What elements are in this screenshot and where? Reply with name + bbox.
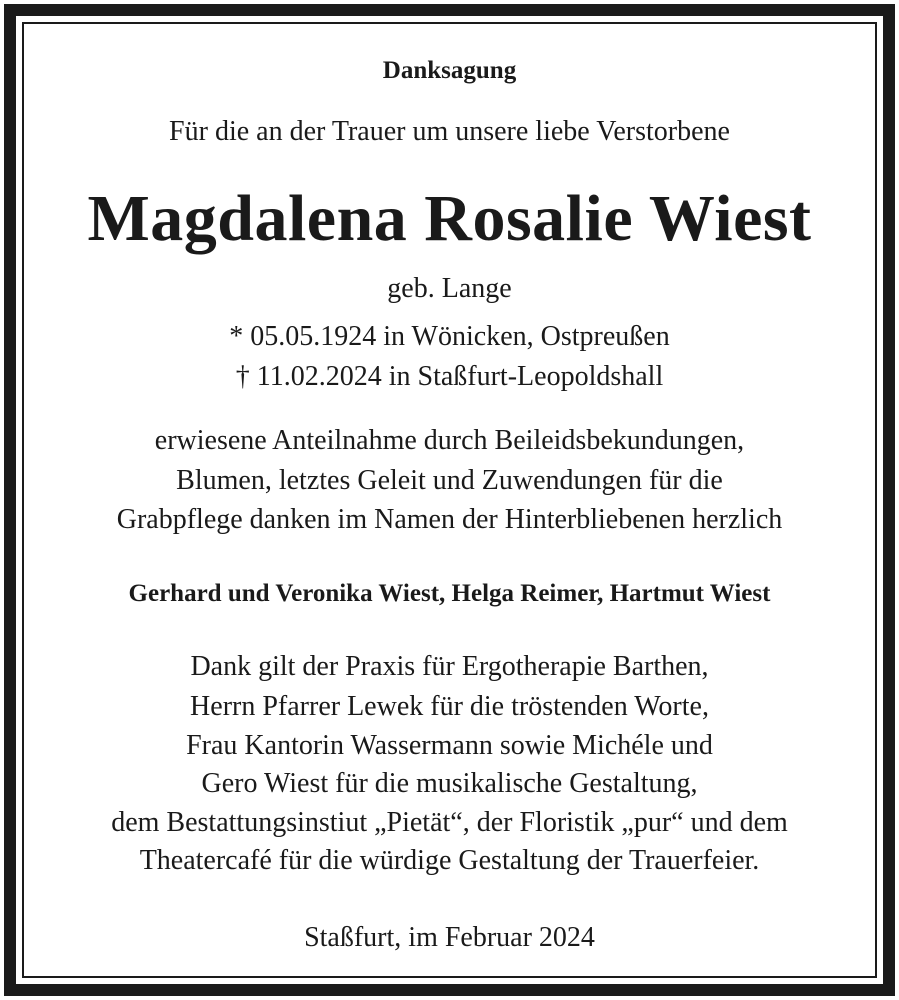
death-line: † 11.02.2024 in Staßfurt-Leopoldshall (235, 361, 664, 392)
gratitude-line: Herrn Pfarrer Lewek für die tröstenden Worte, (190, 691, 709, 722)
gratitude-line: Gero Wiest für die musikalische Gestaltung, (201, 768, 698, 799)
deceased-name: Magdalena Rosalie Wiest (87, 182, 812, 255)
gratitude-line: Frau Kantorin Wassermann sowie Michéle und (186, 730, 713, 761)
gratitude-line: Dank gilt der Praxis für Ergotherapie Barthen, (190, 651, 709, 682)
maiden-name: geb. Lange (387, 273, 512, 304)
intro-text: Für die an der Trauer um unsere liebe Verstorbene (169, 116, 730, 147)
family-signature: Gerhard und Veronika Wiest, Helga Reimer, Hartmut Wiest (128, 580, 771, 607)
thanks-line: erwiesene Anteilnahme durch Beileidsbekundungen, (154, 425, 745, 456)
thanks-line: Blumen, letztes Geleit und Zuwendungen für die (176, 465, 723, 496)
gratitude-line: dem Bestattungsinstiut „Pietät“, der Floristik „pur“ und dem (111, 807, 788, 838)
gratitude-line: Theatercafé für die würdige Gestaltung der Trauerfeier. (139, 845, 760, 876)
birth-line: * 05.05.1924 in Wönicken, Ostpreußen (229, 321, 670, 352)
heading: Danksagung (382, 57, 517, 84)
place-date: Staßfurt, im Februar 2024 (304, 922, 595, 953)
thanks-line: Grabpflege danken im Namen der Hinterbliebenen herzlich (116, 504, 783, 535)
